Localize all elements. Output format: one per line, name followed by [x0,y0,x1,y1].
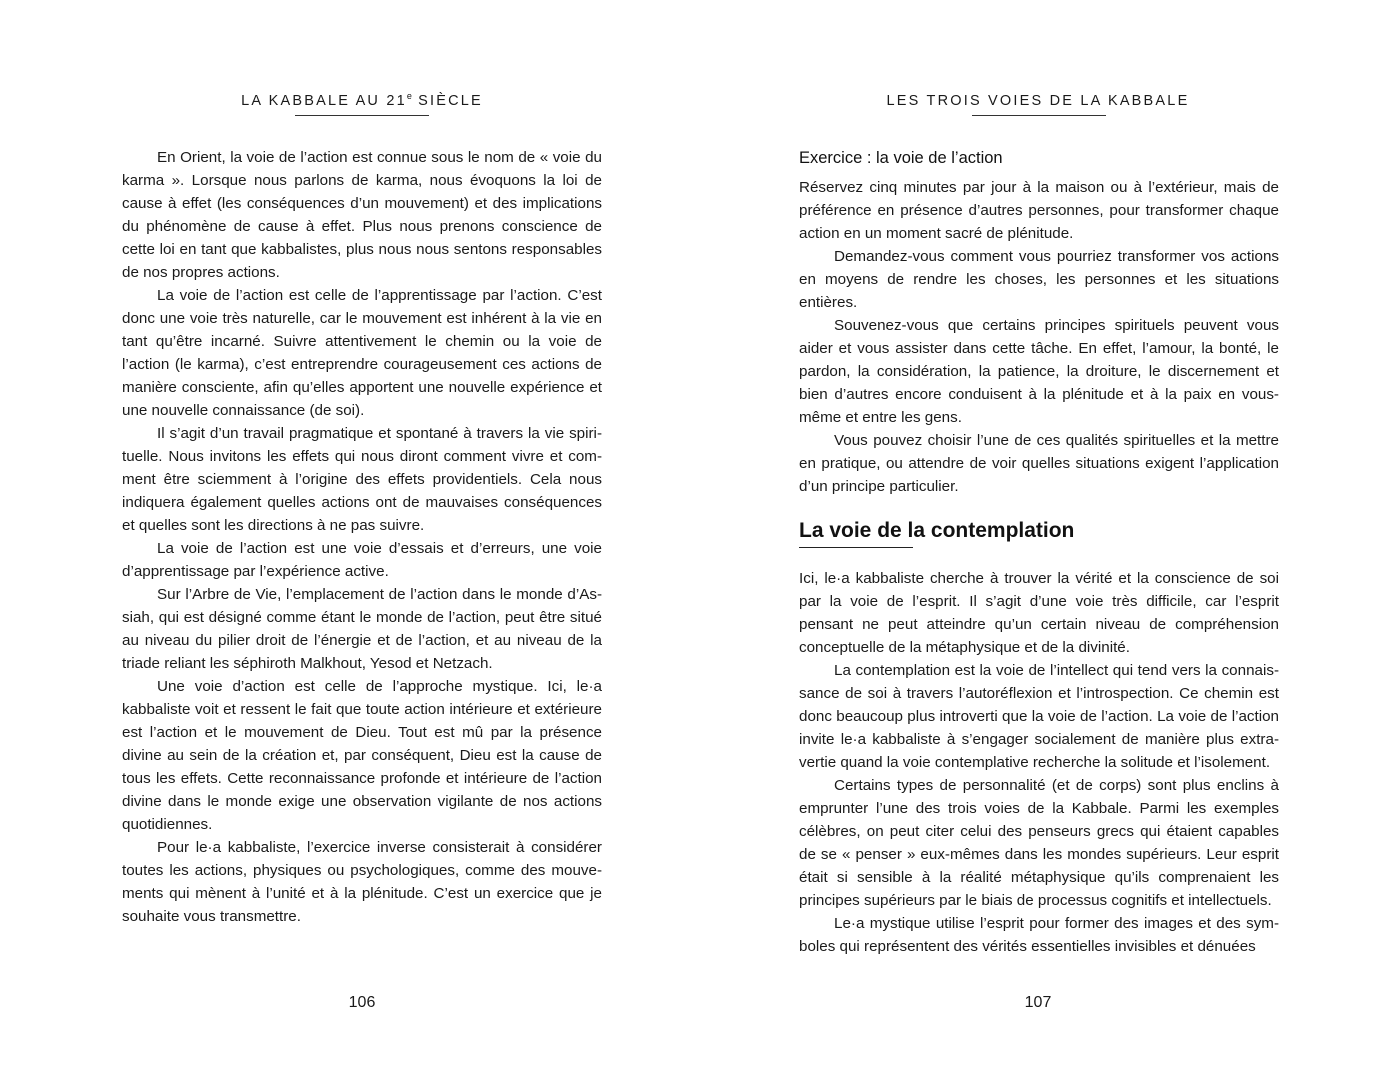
body-paragraph: Ici, le·a kabbaliste cherche à trouver la vérité et la conscience de soi par la voie de l’esprit. Il s’agit d’une voie très difficile, car l’esprit pensant ne peut atteindre qu’un certain niveau de compréhension conceptuelle de la métaphysique et de la divinité. [799,570,1279,656]
running-head-left [122,92,602,110]
body-paragraph: Certains types de personnalité (et de corps) sont plus enclins à emprunter l’une des trois voies de la Kabbale. Parmi les exemples célèbres, on peut citer celui des penseurs grecs qui étaient capables de se « penser » eux-mêmes dans les mondes supérieurs. Leur esprit était si sensible à la réalité métaphysique qu’ils comprenaient les principes supérieurs par le biais de processus cognitifs et intellectuels. [799,777,1279,909]
body-paragraph: Une voie d’action est celle de l’approche mystique. Ici, le·a kabbaliste voit et ressent le fait que toute action intérieure et extérieure est l’action et le mouvement de Dieu. Tout est mû par la présence divine au sein de la création et, par conséquent, Dieu est la cause de tous les effets. Cette reconnaissance profonde et intérieure de l’action divine dans le monde exige une observation vigilante de nos actions quotidiennes. [122,678,602,833]
body-paragraph: Le·a mystique utilise l’esprit pour former des images et des symboles qui représentent des vérités essentielles invisibles et dénuées [799,915,1279,955]
running-head-left-superscript: e [406,91,412,101]
body-paragraph: Il s’agit d’un travail pragmatique et spontané à travers la vie spirituelle. Nous invitons les effets qui nous diront comment vivre et comment être sciemment à l’origine des effets providentiels. Cela nous indiquera également quelles actions ont de mauvaises conséquences et quelles sont les directions à ne pas suivre. [122,425,602,534]
body-paragraph: La voie de l’action est celle de l’apprentissage par l’action. C’est donc une voie très naturelle, car le mouvement est inhérent à la vie en tant qu’être incarné. Suivre attentivement le chemin ou la voie de l’action (le karma), c’est entreprendre courageusement ces actions de manière consciente, afin qu’elles apportent une nouvelle expérience et une nouvelle connaissance (de soi). [122,287,602,419]
body-paragraph: Sur l’Arbre de Vie, l’emplacement de l’action dans le monde d’Assiah, qui est désigné comme étant le monde de l’action, peut être situé au niveau du pilier droit de l’énergie et de l’action, et au niveau de la triade reliant les séphiroth Malkhout, Yesod et Netzach. [122,586,602,672]
body-paragraph: Réservez cinq minutes par jour à la maison ou à l’extérieur, mais de préférence en présence d’autres personnes, pour transformer chaque action en un moment sacré de plénitude. [799,179,1279,242]
section-title-rule [799,547,913,548]
body-paragraph: La voie de l’action est une voie d’essais et d’erreurs, une voie d’apprentissage par l’expérience active. [122,540,602,580]
left-body-text [122,146,602,928]
running-head-left-rule [295,115,429,116]
body-paragraph: Demandez-vous comment vous pourriez transformer vos actions en moyens de rendre les choses, les personnes et les situations entières. [799,248,1279,311]
section-body-text [799,567,1279,958]
running-head-right-rule [972,115,1106,116]
exercise-body-text [799,176,1279,498]
right-page [700,0,1400,1075]
section-title: La voie de la contemplation [799,519,1075,542]
body-paragraph: En Orient, la voie de l’action est connue sous le nom de « voie du karma ». Lorsque nous parlons de karma, nous évoquons la loi de cause à effet (les conséquences d’un mouvement) et des implications du phénomène de cause à effet. Plus nous prenons conscience de cette loi en tant que kabbalistes, plus nous nous sentons responsables de nos propres actions. [122,149,602,281]
body-paragraph: Vous pouvez choisir l’une de ces qualités spirituelles et la mettre en pratique, ou attendre de voir quelles situations exigent l’application d’un principe particulier. [799,432,1279,495]
running-head-right: LES TROIS VOIES DE LA KABBALE [886,93,1190,109]
body-paragraph: Souvenez-vous que certains principes spirituels peuvent vous aider et vous assister dans cette tâche. En effet, l’amour, la bonté, le pardon, la considération, la patience, la droiture, le discernement et bien d’autres encore conduisent à la plénitude et à la paix en vous-même et entre les gens. [799,317,1279,426]
page-number-left: 106 [348,994,376,1011]
body-paragraph: Pour le·a kabbaliste, l’exercice inverse consisterait à considérer toutes les actions, physiques ou psychologiques, comme des mouvements qui mènent à l’unité et à la plénitude. C’est un exercice que je souhaite vous transmettre. [122,839,602,925]
body-paragraph: La contemplation est la voie de l’intellect qui tend vers la connaissance de soi à travers l’autoréflexion et l’introspection. Ce chemin est donc beaucoup plus introverti que la voie de l’action. La voie de l’action invite le·a kabbaliste à s’engager socialement de manière plus extravertie quand la voie contemplative recherche la solitude et l’isolement. [799,662,1279,771]
running-head-left-prefix: LA KABBALE AU 21 [241,93,407,109]
exercise-title: Exercice : la voie de l’action [799,149,1003,167]
running-head-left-suffix: SIÈCLE [411,93,483,109]
page-number-right: 107 [1024,994,1052,1011]
